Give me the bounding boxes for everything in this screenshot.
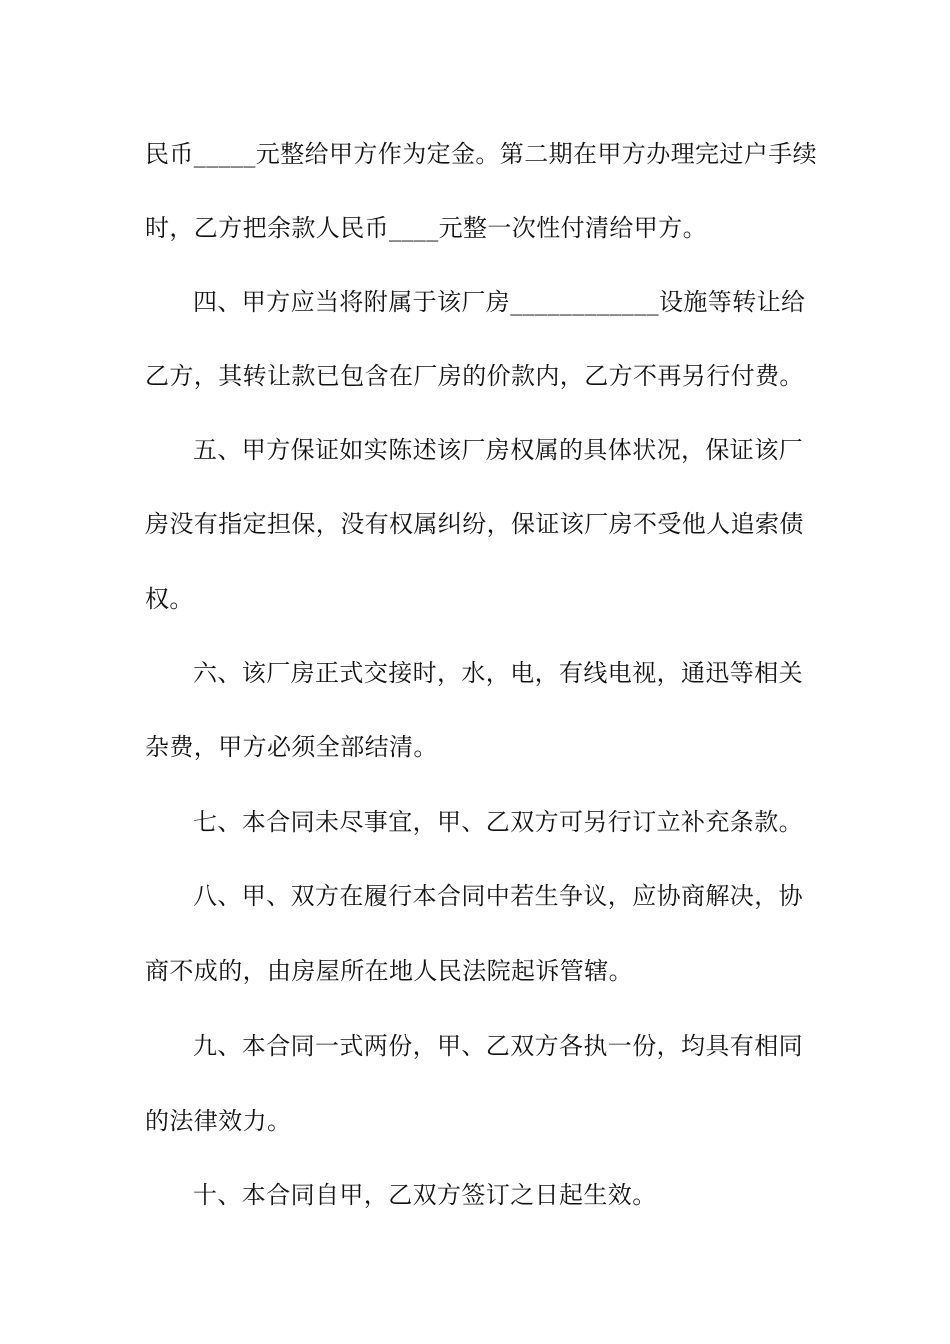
clause-8-line-2: 商不成的，由房屋所在地人民法院起诉管辖。 xyxy=(145,957,633,985)
clause-5-line-1: 五、甲方保证如实陈述该厂房权属的具体状况，保证该厂 xyxy=(193,436,803,464)
clause-4-line-2: 乙方，其转让款已包含在厂房的价款内，乙方不再另行付费。 xyxy=(145,362,804,390)
clause-5-line-3: 权。 xyxy=(145,585,194,613)
clause-4-line-1: 四、甲方应当将附属于该厂房____________设施等转让给 xyxy=(193,288,806,316)
clause-8-line-1: 八、甲、双方在履行本合同中若生争议，应协商解决，协 xyxy=(193,882,803,910)
clause-5-line-2: 房没有指定担保，没有权属纠纷，保证该厂房不受他人追索债 xyxy=(145,510,804,538)
clause-7-line-1: 七、本合同未尽事宜，甲、乙双方可另行订立补充条款。 xyxy=(193,808,803,836)
clause-6-line-1: 六、该厂房正式交接时，水，电，有线电视，通迅等相关 xyxy=(193,659,803,687)
clause-6-line-2: 杂费，甲方必须全部结清。 xyxy=(145,733,438,761)
clause-10-line-1: 十、本合同自甲，乙双方签订之日起生效。 xyxy=(193,1181,657,1209)
paragraph-3-line-2: 民币_____元整给甲方作为定金。第二期在甲方办理完过户手续 xyxy=(145,140,817,168)
clause-9-line-2: 的法律效力。 xyxy=(145,1107,292,1135)
clause-9-line-1: 九、本合同一式两份，甲、乙双方各执一份，均具有相同 xyxy=(193,1032,803,1060)
paragraph-3-line-3: 时，乙方把余款人民币____元整一次性付清给甲方。 xyxy=(145,214,707,242)
